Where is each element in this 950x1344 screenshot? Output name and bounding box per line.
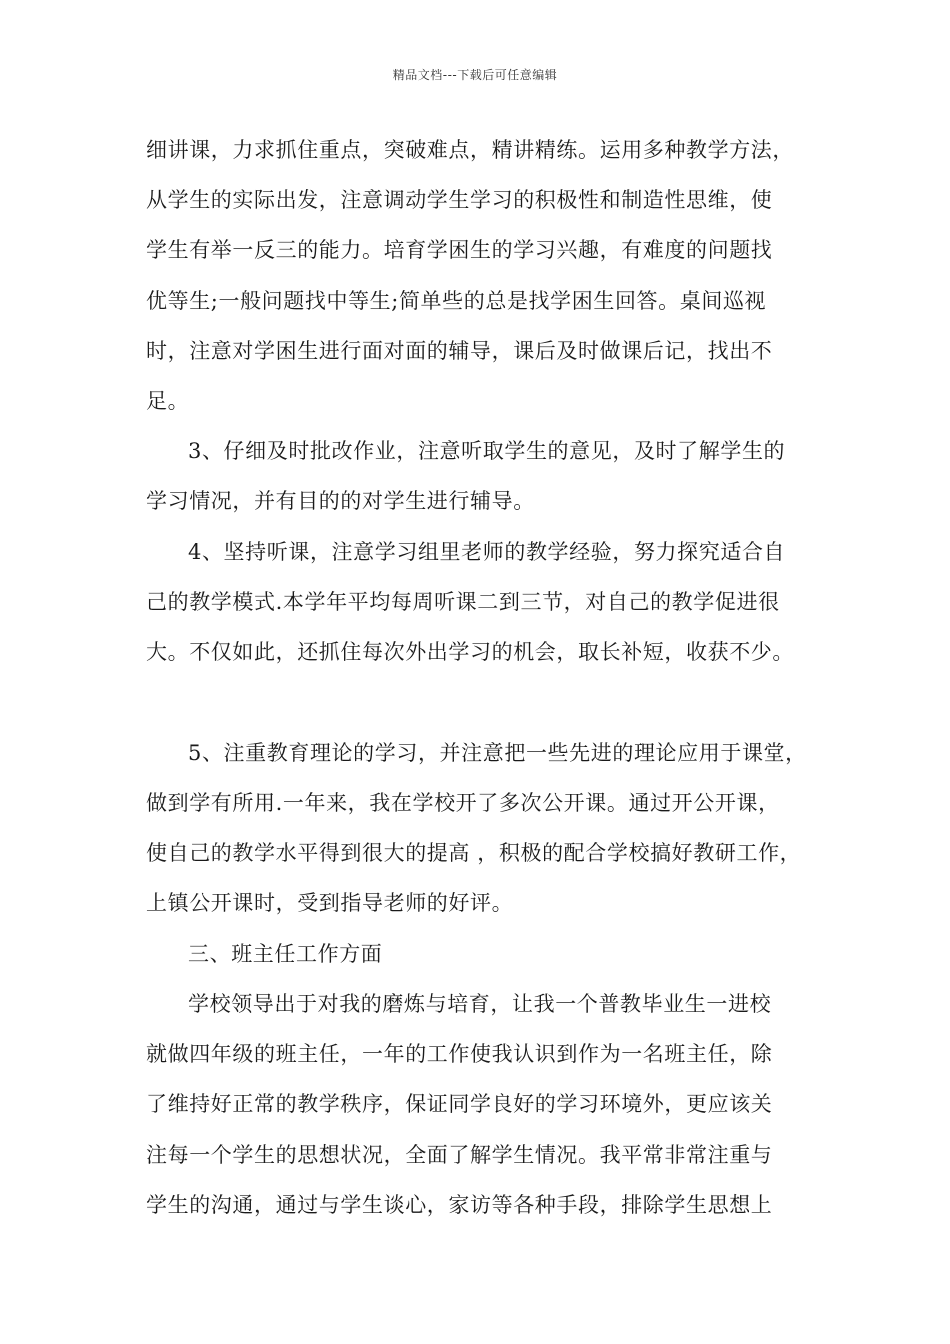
text-line: 足。 — [146, 389, 190, 413]
text-line: 细讲课，力求抓住重点，突破难点，精讲精练。运用多种教学方法， — [146, 138, 794, 162]
text-line: 学生有举一反三的能力。培育学困生的学习兴趣，有难度的问题找 — [146, 238, 773, 262]
page-header: 精品文档---下载后可任意编辑 — [392, 68, 558, 82]
text-line: 己的教学模式.本学年平均每周听课二到三节，对自己的教学促进很 — [146, 590, 780, 614]
text-line: 3、仔细及时批改作业，注意听取学生的意见，及时了解学生的 — [188, 439, 786, 463]
text-line: 优等生;一般问题找中等生;简单些的总是找学困生回答。桌间巡视 — [146, 289, 767, 313]
text-line: 做到学有所用.一年来，我在学校开了多次公开课。通过开公开课， — [146, 791, 780, 815]
text-line: 注每一个学生的思想状况，全面了解学生情况。我平常非常注重与 — [146, 1143, 773, 1167]
text-line: 就做四年级的班主任，一年的工作使我认识到作为一名班主任，除 — [146, 1042, 773, 1066]
text-line: 学校领导出于对我的磨炼与培育，让我一个普教毕业生一进校 — [188, 992, 772, 1016]
text-line: 时，注意对学困生进行面对面的辅导，课后及时做课后记，找出不 — [146, 339, 773, 363]
text-line: 大。不仅如此，还抓住每次外出学习的机会，取长补短，收获不少。 — [146, 640, 794, 664]
text-line: 上镇公开课时，受到指导老师的好评。 — [146, 891, 514, 915]
text-line: 学习情况，并有目的的对学生进行辅导。 — [146, 489, 535, 513]
text-line: 使自己的教学水平得到很大的提高 ，积极的配合学校搞好教研工作， — [146, 841, 802, 865]
text-line: 学生的沟通，通过与学生谈心，家访等各种手段，排除学生思想上 — [146, 1193, 773, 1217]
text-line: 从学生的实际出发，注意调动学生学习的积极性和制造性思维，使 — [146, 188, 773, 212]
text-line: 4、坚持听课，注意学习组里老师的教学经验，努力探究适合自 — [188, 540, 786, 564]
text-line: 5、注重教育理论的学习，并注意把一些先进的理论应用于课堂， — [188, 741, 807, 765]
text-line: 了维持好正常的教学秩序，保证同学良好的学习环境外，更应该关 — [146, 1092, 773, 1116]
section-heading: 三、班主任工作方面 — [188, 942, 383, 966]
